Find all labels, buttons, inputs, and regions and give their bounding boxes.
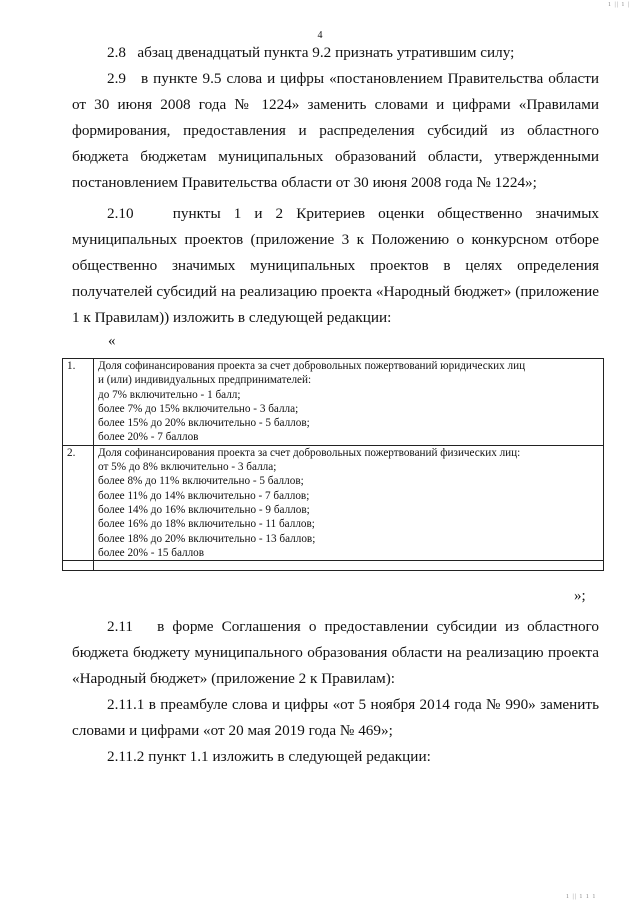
criteria-line: Доля софинансирования проекта за счет добровольных пожертвований юридических лиц bbox=[98, 360, 526, 372]
empty-cell bbox=[94, 561, 604, 571]
paragraph-2-8: 2.8 абзац двенадцатый пункта 9.2 признать утратившим силу; bbox=[107, 44, 515, 61]
scan-mark-bottom: 1 || 1 1 1 bbox=[566, 894, 597, 900]
paragraph-2-11: 2.11 в форме Соглашения о предоставлении субсидии из областного бюджета бюджету муниципального образования области на реализацию проекта «Народный бюджет» (приложение 2 к Правилам): bbox=[72, 618, 599, 687]
criteria-line: и (или) индивидуальных предпринимателей: bbox=[98, 374, 312, 387]
criteria-table bbox=[62, 358, 604, 571]
page-number: 4 bbox=[317, 30, 323, 41]
criteria-row-1-text bbox=[94, 359, 604, 446]
criteria-line: более 20% - 15 баллов bbox=[98, 546, 205, 559]
criteria-row-1-number: 1. bbox=[63, 359, 94, 446]
criteria-line: более 16% до 18% включительно - 11 баллов; bbox=[98, 518, 315, 531]
criteria-line: от 5% до 8% включительно - 3 балла; bbox=[98, 461, 277, 474]
criteria-line: более 8% до 11% включительно - 5 баллов; bbox=[98, 475, 304, 488]
criteria-line: более 20% - 7 баллов bbox=[98, 431, 199, 444]
opening-quote: « bbox=[108, 333, 116, 349]
criteria-row-2 bbox=[63, 445, 604, 560]
criteria-line: до 7% включительно - 1 балл; bbox=[98, 388, 241, 401]
paragraph-2-11-1: 2.11.1 в преамбуле слова и цифры «от 5 ноября 2014 года № 990» заменить словами и цифрами «от 20 мая 2019 года № 469»; bbox=[72, 696, 599, 739]
closing-quote: »; bbox=[574, 588, 586, 604]
criteria-row-empty bbox=[63, 561, 604, 571]
criteria-line: более 18% до 20% включительно - 13 баллов; bbox=[98, 532, 316, 545]
criteria-row-2-number: 2. bbox=[63, 445, 94, 560]
criteria-row-1 bbox=[63, 359, 604, 446]
scan-mark-top: 1 || 1 | bbox=[608, 2, 631, 8]
empty-cell bbox=[63, 561, 94, 571]
paragraph-2-10: 2.10 пункты 1 и 2 Критериев оценки общественно значимых муниципальных проектов (приложение 3 к Положению о конкурсном отборе общественно значимых муниципальных проектов в целях определения получателей субсидий на реализацию проекта «Народный бюджет» (приложение 1 к Правилам)) изложить в следующей редакции: bbox=[72, 205, 599, 326]
criteria-row-2-text bbox=[94, 445, 604, 560]
criteria-line: более 15% до 20% включительно - 5 баллов; bbox=[98, 417, 310, 430]
paragraph-2-9: 2.9 в пункте 9.5 слова и цифры «постановлением Правительства области от 30 июня 2008 года № 1224» заменить словами и цифрами «Правилами формирования, предоставления и распределения субсидий из областного бюджета бюджетам муниципальных образований области, утвержденными постановлением Правительства области от 30 июня 2008 года № 1224»; bbox=[72, 70, 599, 191]
criteria-line: Доля софинансирования проекта за счет добровольных пожертвований физических лиц: bbox=[98, 446, 521, 459]
paragraph-2-11-2: 2.11.2 пункт 1.1 изложить в следующей редакции: bbox=[107, 748, 431, 765]
criteria-line: более 14% до 16% включительно - 9 баллов; bbox=[98, 503, 310, 516]
criteria-line: более 7% до 15% включительно - 3 балла; bbox=[98, 402, 299, 415]
criteria-line: более 11% до 14% включительно - 7 баллов; bbox=[98, 489, 310, 502]
